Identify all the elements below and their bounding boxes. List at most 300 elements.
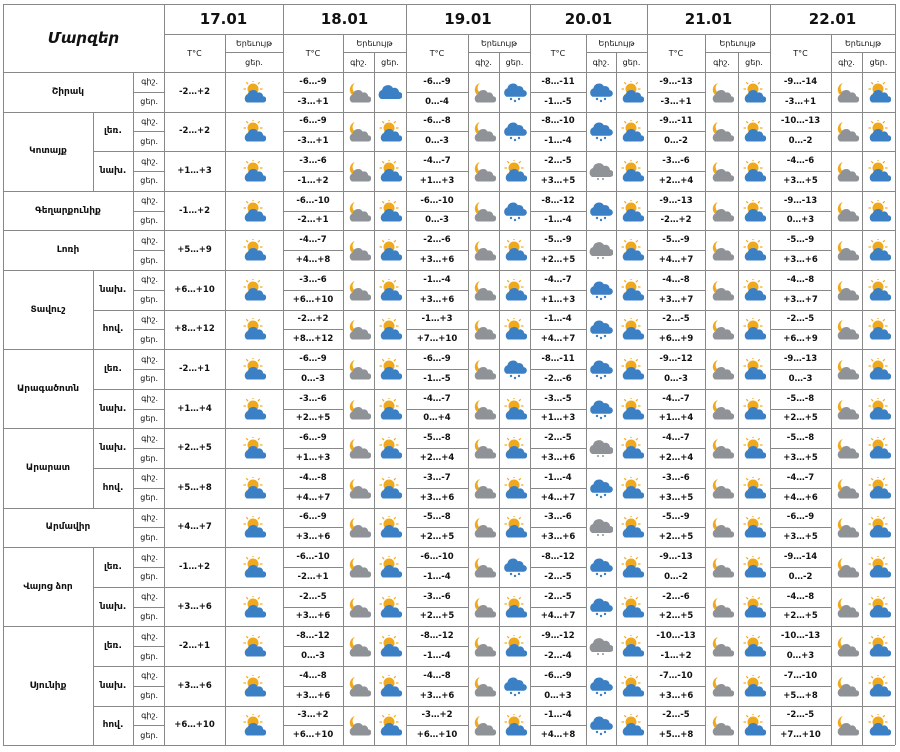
temp-19: 0…-3: [425, 136, 449, 147]
moon-cloud-icon: [705, 310, 738, 350]
moon-cloud-icon: [343, 230, 374, 270]
grid-line: [283, 725, 343, 726]
grid-line: [406, 488, 468, 489]
temp-19: -6…-9: [423, 354, 451, 365]
temp-17: +1…+4: [177, 403, 212, 414]
sun-cloud-icon: [862, 468, 895, 508]
temp-22: -9…-14: [783, 552, 818, 563]
grid-line: [530, 171, 586, 172]
grid-line: [530, 567, 586, 568]
temp-22: -2…-5: [786, 710, 815, 721]
temp-17: -1…+2: [179, 561, 210, 572]
cloud-snow-icon: [586, 112, 616, 152]
time-of-day: ցեր.: [140, 176, 158, 186]
sun-cloud-icon: [862, 151, 895, 191]
temp-22: -6…-9: [786, 512, 815, 523]
grid-line: [283, 527, 343, 528]
day-header: ցեր.: [381, 57, 399, 67]
sun-cloud-icon: [225, 547, 283, 587]
grid-line: [133, 686, 164, 687]
phenomenon-header: Երեւույթ: [480, 38, 518, 48]
temp-18: -2…+1: [297, 215, 329, 226]
sun-cloud-icon: [616, 389, 647, 429]
grid-line: [647, 369, 705, 370]
temp-header: T°C: [305, 48, 321, 58]
sun-cloud-icon: [499, 626, 530, 666]
temp-22: -5…-8: [786, 393, 815, 404]
time-of-day: ցեր.: [140, 493, 158, 503]
time-of-day: գիշ.: [141, 275, 158, 285]
sun-cloud-icon: [862, 349, 895, 389]
temp-21: 0…-2: [664, 571, 688, 582]
grid-line: [406, 686, 468, 687]
moon-cloud-icon: [705, 72, 738, 112]
temp-21: -9…-13: [659, 195, 693, 206]
moon-cloud-icon: [705, 230, 738, 270]
time-of-day: գիշ.: [141, 710, 158, 720]
moon-cloud-icon: [705, 428, 738, 468]
grid-line: [770, 211, 831, 212]
temp-22: +3…+6: [783, 255, 818, 266]
sun-cloud-icon: [738, 112, 770, 152]
zone-name: լեռ.: [104, 126, 122, 137]
temp-22: +3…+5: [783, 532, 818, 543]
temp-19: -6…-10: [420, 552, 454, 563]
grid-line: [133, 607, 164, 608]
temp-19: +3…+6: [419, 255, 455, 266]
temp-21: -9…-12: [659, 354, 693, 365]
sun-cloud-icon: [616, 151, 647, 191]
sun-cloud-icon: [374, 587, 406, 627]
zone-name: հով.: [102, 482, 124, 493]
temp-21: -4…-8: [662, 274, 690, 285]
temp-21: 0…-3: [664, 373, 688, 384]
grid-line: [895, 4, 896, 745]
night-header: գիշ.: [350, 57, 367, 67]
temp-21: -2…+2: [660, 215, 692, 226]
time-of-day: ցեր.: [140, 334, 158, 344]
sun-cloud-icon: [616, 468, 647, 508]
temp-22: -7…-10: [783, 670, 818, 681]
temp-21: +1…+4: [658, 413, 694, 424]
date-header: 20.01: [564, 10, 613, 28]
grid-line: [133, 725, 164, 726]
grid-line: [406, 92, 468, 93]
sun-cloud-icon: [616, 428, 647, 468]
sun-cloud-icon: [499, 310, 530, 350]
grid-line: [831, 52, 895, 53]
grid-line: [93, 349, 94, 428]
temp-20: -2…-6: [544, 373, 572, 384]
temp-17: +3…+6: [177, 680, 212, 691]
region-name: Արագածոտն: [16, 383, 80, 394]
temp-21: +4…+7: [658, 255, 694, 266]
day-header: ցեր.: [745, 57, 763, 67]
temp-19: +2…+5: [419, 611, 455, 622]
grid-line: [3, 626, 895, 627]
zone-name: նախ.: [99, 680, 127, 691]
sun-cloud-icon: [616, 706, 647, 746]
night-header: գիշ.: [475, 57, 492, 67]
temp-20: +4…+7: [540, 611, 576, 622]
time-of-day: գիշ.: [141, 196, 158, 206]
temp-20: +3…+6: [540, 453, 576, 464]
grid-line: [133, 409, 164, 410]
temp-18: +3…+6: [295, 611, 331, 622]
temp-20: 0…+3: [544, 690, 572, 701]
time-of-day: գիշ.: [141, 314, 158, 324]
temp-19: -1…-5: [423, 373, 451, 384]
temp-17: -2…+1: [179, 641, 210, 652]
temp-18: 0…-3: [301, 651, 325, 662]
grid-line: [283, 4, 284, 745]
temp-22: -5…-8: [786, 433, 815, 444]
grid-line: [3, 72, 895, 73]
moon-cloud-icon: [468, 666, 499, 706]
temp-19: -4…-8: [423, 670, 451, 681]
temp-18: +3…+6: [295, 532, 331, 543]
temp-header: T°C: [187, 48, 202, 58]
temp-21: +5…+8: [658, 730, 694, 741]
time-of-day: ցեր.: [140, 136, 158, 146]
grid-line: [406, 369, 468, 370]
grid-line: [406, 250, 468, 251]
moon-cloud-icon: [831, 270, 862, 310]
temp-19: 0…-4: [425, 96, 449, 107]
grid-line: [499, 52, 500, 745]
region-name: Վայոց ձոր: [23, 581, 73, 592]
moon-cloud-icon: [831, 468, 862, 508]
night-header: գիշ.: [713, 57, 730, 67]
temp-17: -1…+2: [179, 205, 210, 216]
temp-22: +2…+5: [783, 413, 818, 424]
grid-line: [406, 171, 468, 172]
time-of-day: ցեր.: [140, 611, 158, 621]
phenomenon-header: Երեւույթ: [235, 38, 273, 48]
grid-line: [770, 725, 831, 726]
cloud-dark-icon: [586, 230, 616, 270]
temp-20: -2…-4: [544, 651, 572, 662]
time-of-day: ցեր.: [140, 215, 158, 225]
moon-cloud-icon: [831, 349, 862, 389]
grid-line: [530, 607, 586, 608]
cloud-dark-icon: [586, 428, 616, 468]
grid-line: [283, 250, 343, 251]
temp-20: -9…-12: [541, 631, 575, 642]
regions-header: Մարզեր: [47, 29, 120, 47]
moon-cloud-icon: [831, 389, 862, 429]
grid-line: [530, 4, 531, 745]
temp-18: -3…-6: [299, 274, 327, 285]
temp-20: -2…-5: [544, 591, 572, 602]
sun-cloud-icon: [862, 270, 895, 310]
temp-19: +6…+10: [416, 730, 458, 741]
grid-line: [770, 369, 831, 370]
sun-cloud-icon: [499, 468, 530, 508]
temp-21: +3…+7: [658, 294, 694, 305]
temp-20: +1…+3: [540, 413, 576, 424]
time-of-day: ցեր.: [140, 374, 158, 384]
sun-cloud-icon: [738, 151, 770, 191]
temp-18: -2…+2: [297, 314, 329, 325]
grid-line: [133, 567, 164, 568]
cloud-snow-icon: [586, 706, 616, 746]
temp-20: -1…-4: [544, 314, 572, 325]
moon-cloud-icon: [468, 389, 499, 429]
moon-cloud-icon: [468, 310, 499, 350]
temp-19: 0…-3: [425, 215, 449, 226]
sun-cloud-icon: [616, 587, 647, 627]
sun-cloud-icon: [738, 508, 770, 548]
moon-cloud-icon: [705, 112, 738, 152]
grid-line: [93, 626, 94, 745]
temp-21: +2…+4: [658, 175, 694, 186]
grid-line: [283, 131, 343, 132]
time-of-day: ցեր.: [140, 295, 158, 305]
grid-line: [530, 448, 586, 449]
region-name: Շիրակ: [51, 86, 85, 97]
grid-line: [705, 34, 706, 745]
temp-18: -4…-8: [299, 670, 327, 681]
time-of-day: ցեր.: [140, 730, 158, 740]
temp-17: +5…+8: [177, 482, 212, 493]
temp-17: +1…+3: [177, 165, 212, 176]
temp-20: -8…-12: [541, 552, 575, 563]
temp-21: -1…+2: [660, 651, 692, 662]
sun-cloud-icon: [499, 389, 530, 429]
sun-cloud-icon: [862, 508, 895, 548]
cloud-snow-icon: [586, 310, 616, 350]
grid-line: [647, 329, 705, 330]
moon-cloud-icon: [468, 151, 499, 191]
time-of-day: գիշ.: [141, 394, 158, 404]
grid-line: [406, 211, 468, 212]
moon-cloud-icon: [468, 626, 499, 666]
temp-20: -8…-12: [541, 195, 575, 206]
grid-line: [647, 409, 705, 410]
temp-20: -4…-7: [544, 274, 572, 285]
grid-line: [530, 131, 586, 132]
sun-cloud-icon: [374, 626, 406, 666]
cloud-snow-icon: [586, 389, 616, 429]
temp-22: -5…-9: [786, 235, 815, 246]
temp-21: -3…-6: [662, 156, 690, 167]
temp-18: +2…+5: [295, 413, 331, 424]
zone-name: նախ.: [99, 601, 127, 612]
temp-22: -4…-8: [786, 274, 815, 285]
temp-19: +2…+5: [419, 532, 455, 543]
grid-line: [225, 52, 283, 53]
temp-22: +2…+5: [783, 611, 818, 622]
sun-cloud-icon: [499, 270, 530, 310]
sun-cloud-icon: [499, 428, 530, 468]
temp-18: -4…-7: [299, 235, 327, 246]
grid-line: [93, 389, 895, 390]
sun-cloud-icon: [738, 468, 770, 508]
sun-cloud-icon: [225, 626, 283, 666]
temp-20: -2…-5: [544, 571, 572, 582]
phenomenon-header: Երեւույթ: [356, 38, 393, 48]
temp-21: -2…-5: [662, 710, 690, 721]
grid-line: [831, 34, 832, 745]
grid-line: [283, 488, 343, 489]
grid-line: [283, 646, 343, 647]
temp-22: -10…-13: [780, 631, 821, 642]
grid-line: [530, 329, 586, 330]
moon-cloud-icon: [705, 508, 738, 548]
cloud-snow-icon: [586, 270, 616, 310]
moon-cloud-icon: [705, 349, 738, 389]
moon-cloud-icon: [468, 270, 499, 310]
moon-cloud-icon: [343, 72, 374, 112]
time-of-day: գիշ.: [141, 592, 158, 602]
grid-line: [647, 725, 705, 726]
grid-line: [770, 646, 831, 647]
sun-cloud-icon: [499, 230, 530, 270]
time-of-day: գիշ.: [141, 631, 158, 641]
day-header: ցեր.: [245, 57, 263, 67]
grid-line: [3, 508, 895, 509]
time-of-day: գիշ.: [141, 671, 158, 681]
temp-21: -2…-5: [662, 314, 690, 325]
temp-19: -1…-4: [423, 571, 451, 582]
grid-line: [3, 428, 895, 429]
grid-line: [406, 4, 407, 745]
grid-line: [93, 310, 895, 311]
grid-line: [770, 448, 831, 449]
moon-cloud-icon: [343, 626, 374, 666]
temp-18: -2…-5: [299, 591, 327, 602]
moon-cloud-icon: [343, 389, 374, 429]
temp-20: -1…-4: [544, 710, 572, 721]
cloud-snow-icon: [586, 349, 616, 389]
date-header: 22.01: [808, 10, 857, 28]
grid-line: [770, 92, 831, 93]
temp-21: -5…-9: [662, 512, 690, 523]
date-header: 18.01: [320, 10, 369, 28]
temp-22: -4…-6: [786, 156, 815, 167]
cloud-snow-icon: [499, 191, 530, 231]
grid-line: [3, 230, 895, 231]
sun-cloud-icon: [374, 547, 406, 587]
time-of-day: ցեր.: [140, 691, 158, 701]
sun-cloud-icon: [374, 191, 406, 231]
sun-cloud-icon: [225, 389, 283, 429]
moon-cloud-icon: [831, 666, 862, 706]
moon-cloud-icon: [831, 112, 862, 152]
moon-cloud-icon: [343, 666, 374, 706]
temp-22: 0…-3: [788, 373, 813, 384]
moon-cloud-icon: [343, 112, 374, 152]
grid-line: [862, 52, 863, 745]
cloud-dark-icon: [586, 151, 616, 191]
sun-cloud-icon: [374, 666, 406, 706]
grid-line: [3, 191, 895, 192]
temp-19: +7…+10: [416, 334, 458, 345]
sun-cloud-icon: [225, 310, 283, 350]
grid-line: [133, 250, 164, 251]
grid-line: [647, 527, 705, 528]
grid-line: [770, 567, 831, 568]
cloud-icon: [374, 72, 406, 112]
grid-line: [133, 92, 164, 93]
sun-cloud-icon: [225, 349, 283, 389]
moon-cloud-icon: [831, 230, 862, 270]
grid-line: [283, 686, 343, 687]
moon-cloud-icon: [343, 428, 374, 468]
grid-line: [530, 527, 586, 528]
sun-cloud-icon: [738, 587, 770, 627]
phenomenon-header: Երեւույթ: [719, 38, 756, 48]
sun-cloud-icon: [862, 230, 895, 270]
sun-cloud-icon: [374, 310, 406, 350]
grid-line: [225, 34, 226, 745]
zone-name: լեռ.: [104, 641, 122, 652]
moon-cloud-icon: [468, 112, 499, 152]
temp-21: -9…-11: [659, 116, 693, 127]
day-header: ցեր.: [622, 57, 641, 67]
grid-line: [406, 646, 468, 647]
temp-18: -6…-9: [299, 433, 327, 444]
cloud-dark-icon: [586, 626, 616, 666]
temp-18: -3…-6: [299, 393, 327, 404]
region-name: Արարատ: [25, 462, 71, 473]
grid-line: [586, 34, 587, 745]
temp-21: 0…-2: [664, 136, 688, 147]
sun-cloud-icon: [225, 191, 283, 231]
sun-cloud-icon: [616, 230, 647, 270]
temp-20: -8…-10: [541, 116, 575, 127]
time-of-day: գիշ.: [141, 235, 158, 245]
sun-cloud-icon: [862, 428, 895, 468]
temp-header: T°C: [550, 48, 566, 58]
grid-line: [647, 92, 705, 93]
grid-line: [93, 428, 94, 507]
moon-cloud-icon: [343, 151, 374, 191]
cloud-snow-icon: [499, 666, 530, 706]
moon-cloud-icon: [343, 191, 374, 231]
cloud-snow-icon: [499, 72, 530, 112]
grid-line: [406, 527, 468, 528]
temp-22: 0…+3: [786, 215, 815, 226]
temp-18: -3…+2: [297, 710, 329, 721]
time-of-day: ցեր.: [140, 572, 158, 582]
cloud-snow-icon: [499, 547, 530, 587]
grid-line: [406, 329, 468, 330]
cloud-snow-icon: [586, 547, 616, 587]
sun-cloud-icon: [738, 547, 770, 587]
temp-header: T°C: [793, 48, 808, 58]
temp-19: +3…+6: [419, 492, 455, 503]
cloud-snow-icon: [586, 72, 616, 112]
grid-line: [283, 567, 343, 568]
sun-cloud-icon: [225, 587, 283, 627]
moon-cloud-icon: [468, 230, 499, 270]
grid-line: [93, 587, 895, 588]
temp-22: +7…+10: [780, 730, 821, 741]
temp-19: -1…-4: [423, 651, 451, 662]
night-header: գիշ.: [838, 57, 855, 67]
sun-cloud-icon: [499, 151, 530, 191]
temp-22: 0…-2: [788, 136, 813, 147]
sun-cloud-icon: [862, 72, 895, 112]
grid-line: [406, 131, 468, 132]
grid-line: [3, 4, 4, 745]
temp-19: +2…+4: [419, 453, 455, 464]
grid-line: [530, 211, 586, 212]
sun-cloud-icon: [374, 349, 406, 389]
zone-name: լեռ.: [104, 363, 122, 374]
